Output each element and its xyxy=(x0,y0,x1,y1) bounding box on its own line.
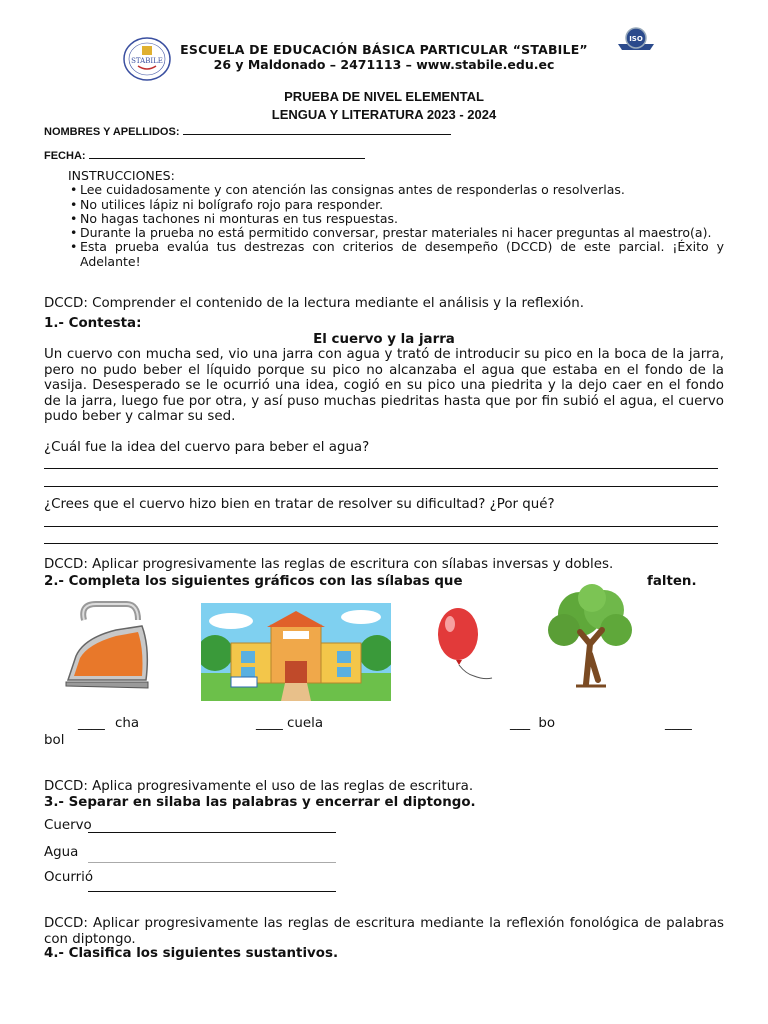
test-subtitle: LENGUA Y LITERATURA 2023 - 2024 xyxy=(271,107,497,122)
story-text: Un cuervo con mucha sed, vio una jarra con agua y trató de introducir su pico en la boca de la jarra, pero no pudo beber el líquido porque su pico no alcanzaba el agua que estaba en el fondo de la vasija. Desesperado se le ocurrió una idea, cogió en su pico una piedrita y la dejo caer en el fondo de la jarra, luego fue por otra, y así puso muchas piedritas hasta que por fin subió el agua, el cuervo pudo beber y calmar su sed. xyxy=(44,347,724,424)
section2-heading-part1: 2.- Completa los siguientes gráficos con las sílabas que xyxy=(44,574,463,589)
answer-line[interactable] xyxy=(88,891,336,892)
instruction-item: • No hagas tachones ni monturas en tus respuestas. xyxy=(80,212,724,226)
blank-line[interactable]: ____ xyxy=(78,716,105,731)
answer-line[interactable] xyxy=(44,468,718,469)
names-label: NOMBRES Y APELLIDOS: xyxy=(44,126,180,138)
syllable-suffix: cha xyxy=(115,716,140,731)
date-field xyxy=(44,148,365,162)
syllable-suffix: bol xyxy=(44,733,65,748)
school-icon xyxy=(201,603,391,701)
word-label: Agua xyxy=(44,845,79,860)
date-label: FECHA: xyxy=(44,150,86,162)
instructions-heading: INSTRUCCIONES: xyxy=(68,168,175,183)
school-name: ESCUELA DE EDUCACIÓN BÁSICA PARTICULAR “STABILE” xyxy=(180,42,588,57)
blank-line[interactable]: ____ xyxy=(665,716,692,731)
dccd-4: DCCD: Aplicar progresivamente las reglas de escritura mediante la reflexión fonológica de palabras con diptongo. xyxy=(44,916,724,947)
names-field xyxy=(44,124,451,138)
section2-heading-part2: falten. xyxy=(647,574,697,589)
test-title: PRUEBA DE NIVEL ELEMENTAL xyxy=(284,89,484,104)
answer-line[interactable] xyxy=(44,486,718,487)
answer-line[interactable] xyxy=(44,526,718,527)
blank-item-3[interactable] xyxy=(510,716,555,731)
section3-heading: 3.- Separar en silaba las palabras y encerrar el diptongo. xyxy=(44,795,476,810)
answer-line[interactable] xyxy=(88,832,336,833)
section1-heading: 1.- Contesta: xyxy=(44,316,142,331)
syllable-suffix: cuela xyxy=(287,716,324,731)
svg-text:ISO: ISO xyxy=(629,35,643,43)
story-title: El cuervo y la jarra xyxy=(313,332,455,347)
question-2: ¿Crees que el cuervo hizo bien en tratar de resolver su dificultad? ¿Por qué? xyxy=(44,497,555,512)
instruction-item: • Lee cuidadosamente y con atención las consignas antes de responderlas o resolverlas. xyxy=(80,183,724,197)
blank-item-1[interactable] xyxy=(78,716,139,731)
instructions xyxy=(68,169,724,269)
dccd-2: DCCD: Aplicar progresivamente las reglas de escritura con sílabas inversas y dobles. xyxy=(44,557,614,572)
answer-line[interactable] xyxy=(88,862,336,863)
blank-item-2[interactable] xyxy=(256,716,323,731)
school-address: 26 y Maldonado – 2471113 – www.stabile.edu.ec xyxy=(213,57,555,72)
answer-line[interactable] xyxy=(44,543,718,544)
iron-icon xyxy=(56,598,156,698)
instruction-item: • Durante la prueba no está permitido conversar, prestar materiales ni hacer preguntas al maestro(a). xyxy=(80,226,724,240)
names-line[interactable] xyxy=(183,124,451,135)
blank-item-4[interactable] xyxy=(665,716,692,731)
blank-line[interactable]: ____ xyxy=(256,716,283,731)
instruction-item: • No utilices lápiz ni bolígrafo rojo para responder. xyxy=(80,198,724,212)
svg-text:STABILE: STABILE xyxy=(131,57,163,65)
dccd-3: DCCD: Aplica progresivamente el uso de las reglas de escritura. xyxy=(44,779,474,794)
question-1: ¿Cuál fue la idea del cuervo para beber el agua? xyxy=(44,440,370,455)
balloon-icon xyxy=(432,602,512,692)
tree-icon xyxy=(540,584,640,690)
word-label: Cuervo xyxy=(44,818,92,833)
section4-heading: 4.- Clasifica los siguientes sustantivos. xyxy=(44,946,339,961)
date-line[interactable] xyxy=(89,148,365,159)
word-label: Ocurrió xyxy=(44,870,94,885)
blank-line[interactable]: ___ xyxy=(510,716,531,731)
instruction-item: • Esta prueba evalúa tus destrezas con criterios de desempeño (DCCD) de este parcial. ¡Éxito y Adelante! xyxy=(80,240,724,269)
syllable-suffix: bo xyxy=(538,716,556,731)
dccd-1: DCCD: Comprender el contenido de la lectura mediante el análisis y la reflexión. xyxy=(44,296,584,311)
